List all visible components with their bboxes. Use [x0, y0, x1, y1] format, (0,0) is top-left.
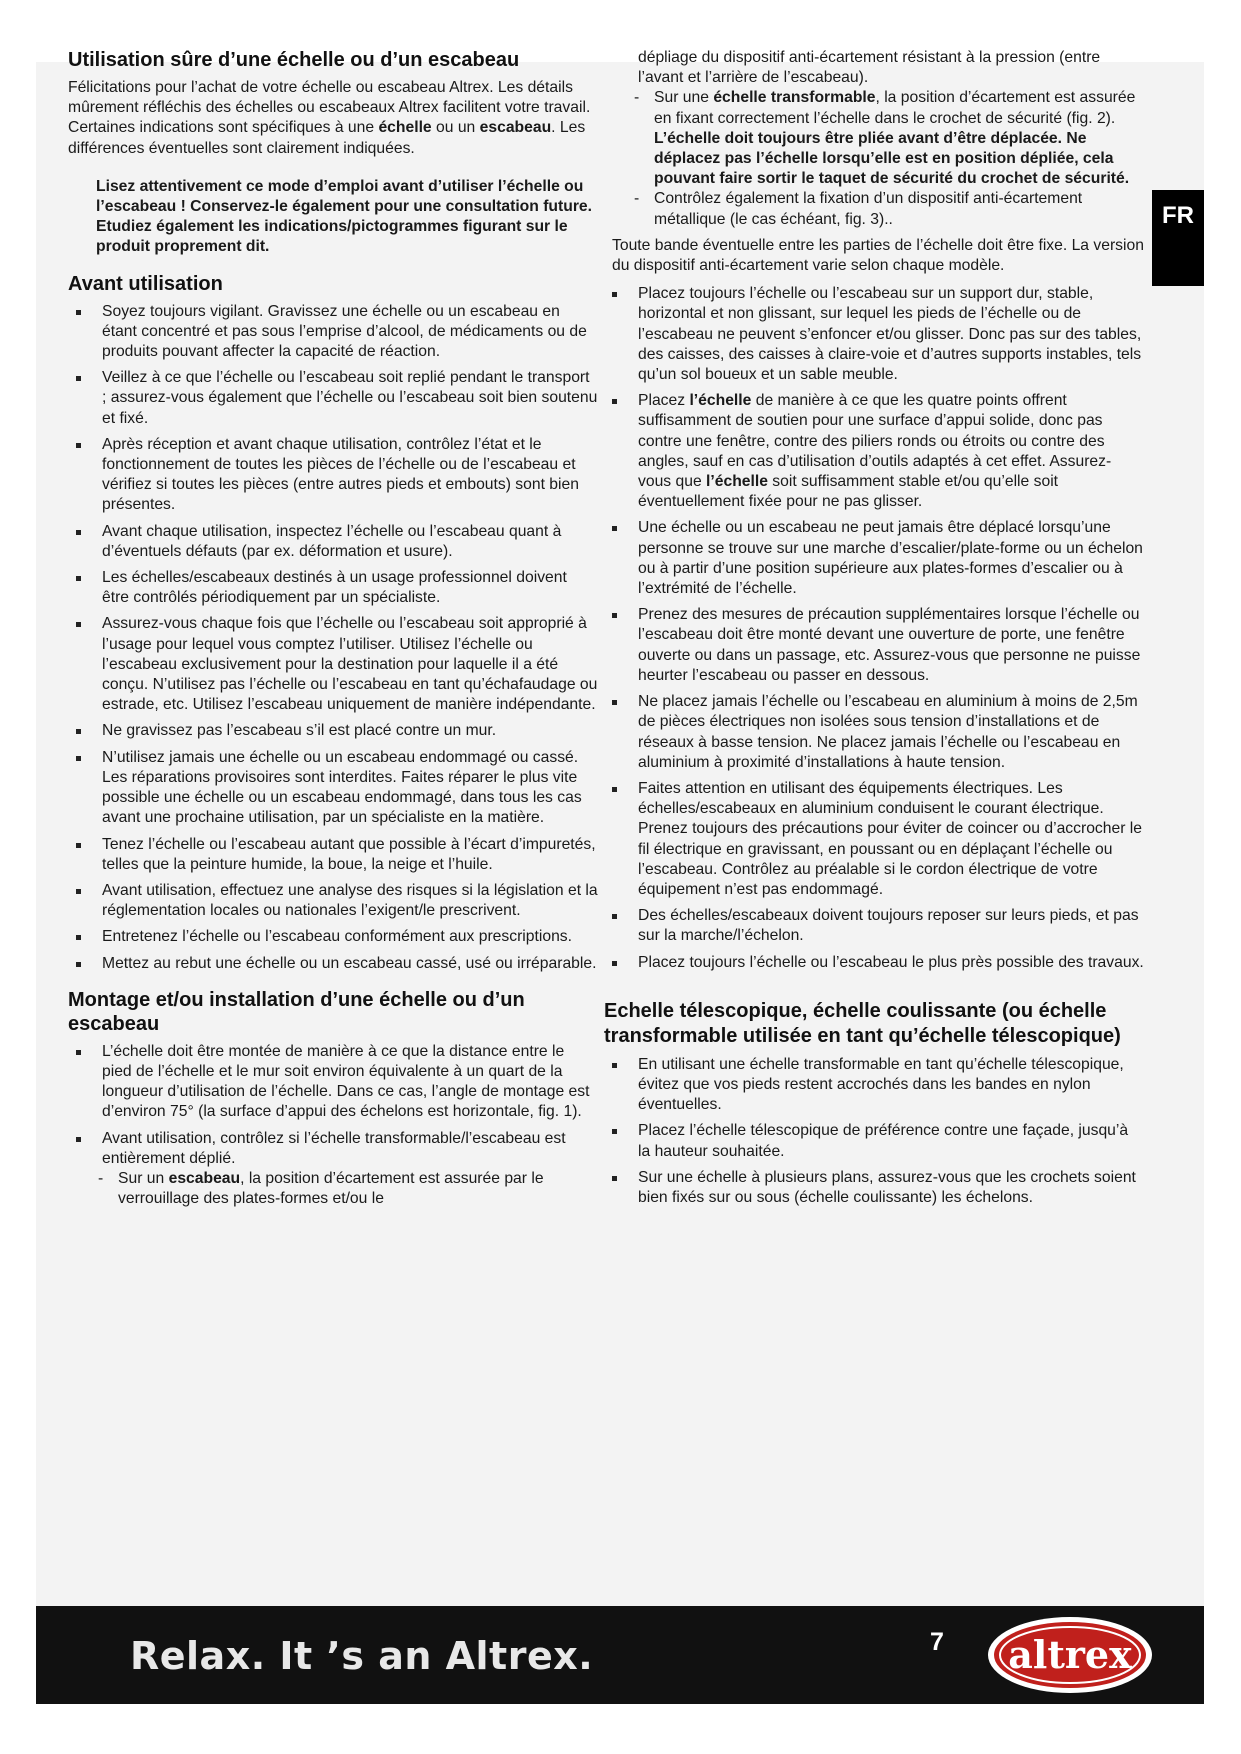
spreader-note: Toute bande éventuelle entre les parties de l’échelle doit être fixe. La version du dispositif anti-écartement varie selon chaque modèle.: [612, 236, 1144, 275]
section-title-assembly: Montage et/ou installation d’une échelle ou d’un escabeau: [68, 988, 525, 1035]
list-item: Avant chaque utilisation, inspectez l’échelle ou l’escabeau quant à d’éventuels défauts (par ex. déformation et usure).: [68, 522, 598, 562]
list-item: L’échelle doit être montée de manière à ce que la distance entre le pied de l’échelle et le mur soit environ équivalente à un quart de la longueur d’utilisation de l’échelle. Dans ce cas, l’angle de montage est d’environ 75° (la surface d’appui des échelons est horizontale, fig. 1).: [68, 1042, 598, 1123]
page-number: 7: [930, 1628, 944, 1656]
list-item: Après réception et avant chaque utilisation, contrôlez l’état et le fonctionnement de toutes les pièces de l’échelle ou de l’escabeau et vérifiez si toutes les pièces (entre autres pieds et embouts) sont bien présentes.: [68, 435, 598, 516]
list-item: Soyez toujours vigilant. Gravissez une échelle ou un escabeau en étant concentré et pas sous l’emprise d’alcool, de médicaments ou de produits pouvant affecter la capacité de réaction.: [68, 302, 598, 363]
logo-text: altrex: [1008, 1632, 1132, 1677]
sub-item-escabeau: - Sur un escabeau, la position d’écartement est assurée par le verrouillage des plates-formes et/ou le: [84, 1169, 598, 1209]
footer-bar: [36, 1606, 1204, 1704]
section-title-telescopic: Echelle télescopique, échelle coulissante (ou échelle transformable utilisée en tant qu’échelle télescopique): [604, 999, 1121, 1047]
continuation-text: dépliage du dispositif anti-écartement résistant à la pression (entre l’avant et l’arrière de l’escabeau).: [638, 49, 1101, 87]
language-tab: FR: [1152, 190, 1204, 286]
list-item: Placez toujours l’échelle ou l’escabeau sur un support dur, stable, horizontal et non glissant, sur lequel les pieds de l’échelle ou de l’escabeau ne peuvent s’enfoncer et/ou glisser. Donc pas sur des tables, des caisses, des caisses à claire-voie et d’autres supports instables, tels qu’un sol boueux et un sable meuble.: [604, 284, 1144, 385]
list-item: Les échelles/escabeaux destinés à un usage professionnel doivent être contrôlés périodiquement par un spécialiste.: [68, 568, 598, 608]
intro-paragraph: Félicitations pour l’achat de votre échelle ou escabeau Altrex. Les détails mûrement réfléchis des échelles ou escabeaux Altrex facilitent votre travail. Certaines indications sont spécifiques à une échelle ou un escabeau. Les différences éventuelles sont clairement indiquées.: [68, 79, 591, 157]
list-item: Assurez-vous chaque fois que l’échelle ou l’escabeau soit approprié à l’usage pour lequel vous comptez l’utiliser. Utilisez l’échelle ou l’escabeau exclusivement pour la destination pour laquelle il a été conçu. N’utilisez pas l’échelle ou l’escabeau en tant qu’échafaudage ou estrade, etc. Utilisez l’escabeau uniquement de manière indépendante.: [68, 614, 598, 715]
list-item: Des échelles/escabeaux doivent toujours reposer sur leurs pieds, et pas sur la marche/l’échelon.: [604, 906, 1144, 946]
left-column: [68, 48, 598, 1209]
list-item: Placez toujours l’échelle ou l’escabeau le plus près possible des travaux.: [604, 953, 1144, 973]
assembly-list: [68, 1042, 598, 1169]
right-column: [604, 48, 1144, 1214]
list-item: Avant utilisation, contrôlez si l’échelle transformable/l’escabeau est entièrement déplié.: [68, 1129, 598, 1169]
list-item: Ne placez jamais l’échelle ou l’escabeau en aluminium à moins de 2,5m de pièces électriques non isolées sous tension d’installations et de réseaux à basse tension. Ne placez jamais l’échelle ou l’escabeau en aluminium à proximité d’installations à haute tension.: [604, 692, 1144, 773]
telescopic-list: [604, 1055, 1144, 1208]
list-item: Placez l’échelle télescopique de préférence contre une façade, jusqu’à la hauteur souhaitée.: [604, 1121, 1144, 1161]
list-item: Une échelle ou un escabeau ne peut jamais être déplacé lorsqu’une personne se trouve sur une marche d’escalier/plate-forme ou un échelon ou à partir d’une position supérieure aux plates-formes d’escalier ou à l’extrémité de l’échelle.: [604, 518, 1144, 599]
list-item: Faites attention en utilisant des équipements électriques. Les échelles/escabeaux en aluminium conduisent le courant électrique. Prenez toujours des précautions pour éviter de coincer ou d’accrocher le fil électrique en gravissant, en poussant ou en déplaçant l’échelle ou l’escabeau. Contrôlez au préalable si le cordon électrique de votre équipement n’est pas endommagé.: [604, 779, 1144, 900]
before-use-list: [68, 302, 598, 974]
warning-notice: Lisez attentivement ce mode d’emploi avant d’utiliser l’échelle ou l’escabeau ! Conservez-le également pour une consultation future. Etudiez également les indications/pictogrammes figurant sur le produit proprement dit.: [96, 177, 593, 256]
list-item: Sur une échelle à plusieurs plans, assurez-vous que les crochets soient bien fixés sur ou sous (échelle coulissante) les échelons.: [604, 1168, 1144, 1208]
list-item: Placez l’échelle de manière à ce que les quatre points offrent suffisamment de soutien pour une surface d’appui solide, donc pas contre une fenêtre, contre des piliers ronds ou étroits ou contre des angles, sauf en cas d’utilisation d’outils adaptés à cet effet. Assurez-vous que l’échelle soit suffisamment stable et/ou qu’elle soit éventuellement fixée pour ne pas glisser.: [604, 391, 1144, 512]
list-item: En utilisant une échelle transformable en tant qu’échelle télescopique, évitez que vos pieds restent accrochés dans les bandes en nylon éventuelles.: [604, 1055, 1144, 1116]
list-item: Prenez des mesures de précaution supplémentaires lorsque l’échelle ou l’escabeau doit être monté devant une ouverture de porte, une fenêtre ouverte ou dans un passage, etc. Assurez-vous que personne ne puisse heurter l’escabeau ou passer en dessous.: [604, 605, 1144, 686]
list-item: Tenez l’échelle ou l’escabeau autant que possible à l’écart d’impuretés, telles que la peinture humide, la boue, la neige et l’huile.: [68, 835, 598, 875]
list-item: Ne gravissez pas l’escabeau s’il est placé contre un mur.: [68, 721, 598, 741]
list-item: Mettez au rebut une échelle ou un escabeau cassé, usé ou irréparable.: [68, 954, 598, 974]
placement-list: [604, 284, 1144, 973]
list-item: Entretenez l’échelle ou l’escabeau conformément aux prescriptions.: [68, 927, 598, 947]
slogan: Relax. It ’s an Altrex.: [130, 1634, 594, 1678]
sub-item-transformable: - Sur une échelle transformable, la position d’écartement est assurée en fixant correctement l’échelle dans le crochet de sécurité (fig. 2). L’échelle doit toujours être pliée avant d’être déplacée. Ne déplacez pas l’échelle lorsqu’elle est en position dépliée, cela pouvant faire sortir le taquet de sécurité du crochet de sécurité.: [620, 88, 1144, 189]
list-item: Avant utilisation, effectuez une analyse des risques si la législation et la réglementation locales ou nationales l’exigent/le prescrivent.: [68, 881, 598, 921]
section-title-before-use: Avant utilisation: [68, 272, 223, 295]
section-title-safe-use: Utilisation sûre d’une échelle ou d’un escabeau: [68, 49, 520, 71]
list-item: Veillez à ce que l’échelle ou l’escabeau soit replié pendant le transport ; assurez-vous également que l’échelle ou l’escabeau soit bien soutenu et fixé.: [68, 368, 598, 429]
sub-item-metal-spreader: - Contrôlez également la fixation d’un dispositif anti-écartement métallique (le cas échéant, fig. 3)..: [620, 189, 1144, 229]
altrex-logo: [984, 1612, 1156, 1698]
list-item: N’utilisez jamais une échelle ou un escabeau endommagé ou cassé. Les réparations provisoires sont interdites. Faites réparer le plus vite possible une échelle ou un escabeau endommagé, dans tous les cas avant une prochaine utilisation, par un spécialiste en la matière.: [68, 748, 598, 829]
